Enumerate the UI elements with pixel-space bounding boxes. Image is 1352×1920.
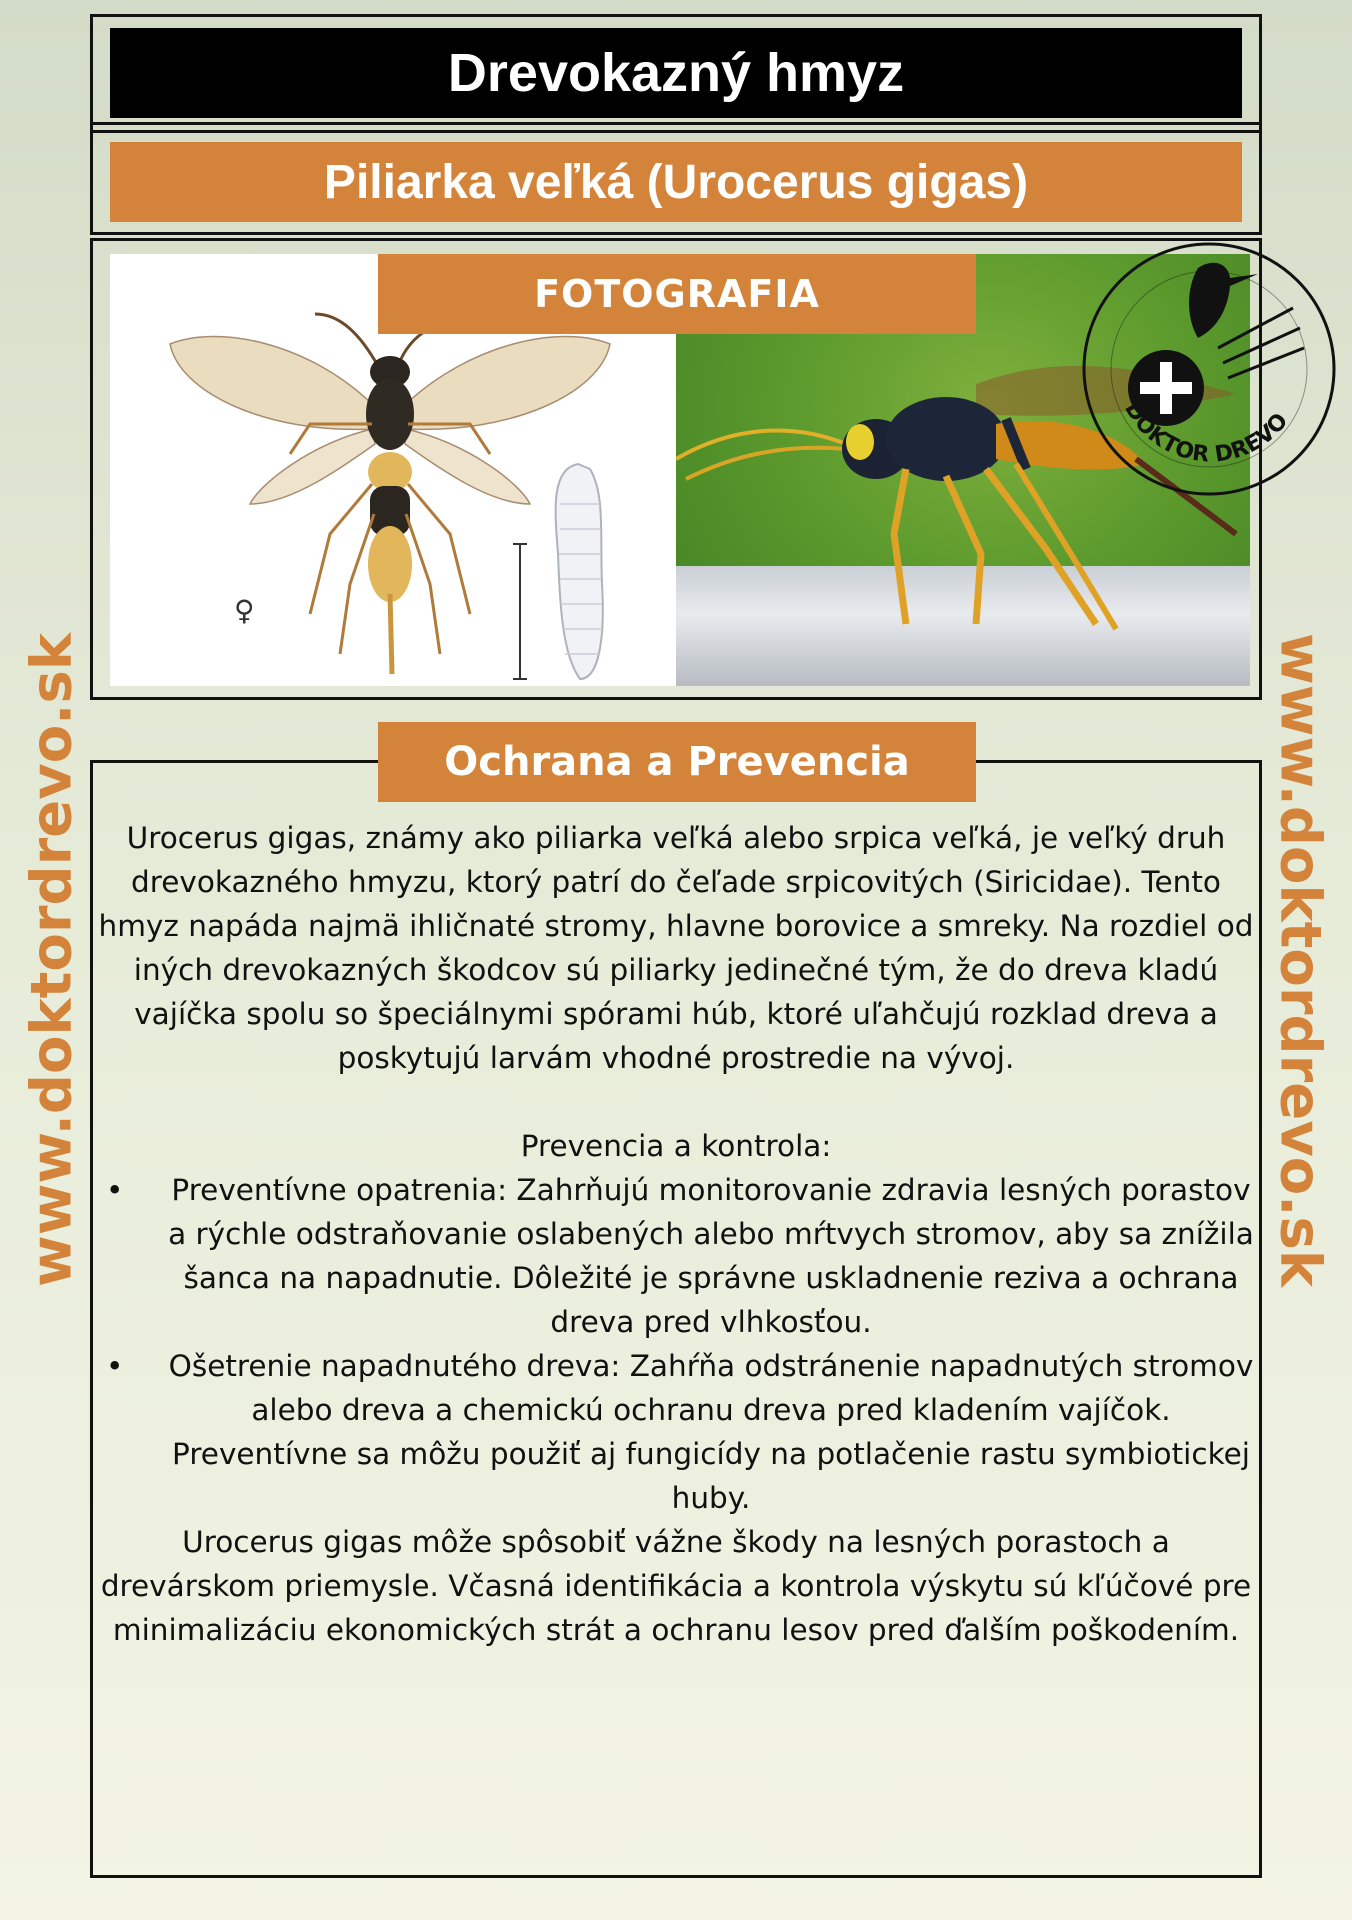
species-title: Piliarka veľká (Urocerus gigas) — [110, 142, 1242, 222]
prevention-heading: Prevencia a kontrola: — [520, 1129, 832, 1163]
list-item: • Preventívne opatrenia: Zahrňujú monitorovanie zdravia lesných porastov a rýchle odstraňovanie oslabených alebo mŕtvych stromov, aby sa znížila šanca na napadnutie. Dôležité je správne uskladnenie reziva a ochrana dreva pred vlhkosťou. — [166, 1168, 1256, 1344]
top-rule — [90, 14, 1262, 17]
side-url-right[interactable]: www.doktordrevo.sk — [1267, 632, 1333, 1288]
side-url-left[interactable]: www.doktordrevo.sk — [19, 632, 85, 1288]
list-item: • Ošetrenie napadnutého dreva: Zahŕňa odstránenie napadnutých stromov alebo dreva a chemickú ochranu dreva pred kladením vajíčok. Preventívne sa môžu použiť aj fungicídy na potlačenie rastu symbiotickej huby. — [166, 1344, 1256, 1520]
content — [96, 816, 1256, 1652]
intro-paragraph: Urocerus gigas, známy ako piliarka veľká alebo srpica veľká, je veľký druh drevokazného hmyzu, ktorý patrí do čeľade srpicovitých (Siricidae). Tento hmyz napáda najmä ihličnaté stromy, hlavne borovice a smreky. Na rozdiel od iných drevokazných škodcov sú piliarky jedinečné tým, že do dreva kladú vajíčka spolu so špeciálnymi spórami húb, ktoré uľahčujú rozklad dreva a poskytujú larvám vhodné prostredie na vývoj. — [98, 821, 1254, 1075]
female-symbol: ♀ — [234, 594, 255, 627]
subtitle-rule — [90, 232, 1262, 235]
section-label: Ochrana a Prevencia — [378, 722, 976, 802]
header-rule-2 — [90, 130, 1262, 133]
doktor-drevo-stamp — [1078, 238, 1340, 500]
svg-text:DOKTOR DREVO — [1119, 398, 1293, 468]
stamp-text: DOKTOR DREVO — [1119, 397, 1294, 468]
prevention-list — [96, 1168, 1256, 1520]
header-right-border — [1259, 14, 1262, 235]
header-rule — [90, 122, 1262, 125]
photo-label: FOTOGRAFIA — [378, 254, 976, 334]
conclusion-paragraph: Urocerus gigas môže spôsobiť vážne škody na lesných porastoch a drevárskom priemysle. Včasná identifikácia a kontrola výskytu sú kľúčové pre minimalizáciu ekonomických strát a ochranu lesov pred ďalším poškodením. — [100, 1525, 1252, 1647]
page-title: Drevokazný hmyz — [110, 28, 1242, 118]
header-left-border — [90, 14, 93, 235]
